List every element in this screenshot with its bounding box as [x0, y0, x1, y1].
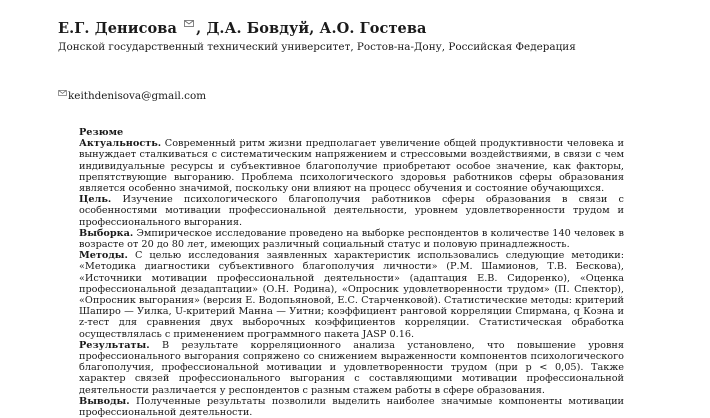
envelope-icon[interactable]: [184, 14, 194, 31]
author-separator: ,: [309, 20, 315, 37]
affiliation: Донской государственный технический университет, Ростов-на-Дону, Российская Федерация: [58, 41, 576, 53]
abstract-results: [79, 340, 624, 396]
relevance-label: Актуальность.: [79, 138, 162, 150]
results-text: В результате корреляционного анализа установлено, что повышение уровня профессионального выгорания сопряжено со снижением выраженности компонентов психологического благополучия, профессиональной мотивации и удовлетворенности трудом (при p < 0,05). Также характер связей профессионального выгорания с составляющими мотивации профессиональной деятельности различается у респондентов с разным стажем работы в сфере образования.: [79, 339, 624, 396]
author-line: [58, 14, 427, 37]
results-label: Результаты.: [79, 339, 150, 351]
methods-label: Методы.: [79, 250, 128, 262]
abstract-heading: Резюме: [79, 127, 124, 138]
previous-page-fragment: [58, 0, 298, 4]
abstract-sample: [79, 228, 624, 250]
conclusions-text: Полученные результаты позволили выделить наиболее значимые компоненты мотивации профессиональной деятельности.: [79, 395, 624, 418]
methods-text: С целью исследования заявленных характеристик использовались следующие методики: «Методика диагностики субъективного благополучия личности» (Р.М. Шамионов, Т.В. Бескова), «Источники мотивации профессиональной деятельности» (адаптация Е.В. Сидоренко), «Оценка профессиональной дезадаптации» (О.Н. Родина), «Опросник удовлетворенности трудом» (П. Спектор), «Опросник выгорания» (версия Е. Водопьяновой, Е.С. Старченковой). Статистические методы: критерий Шапиро — Уилка, U-критерий Манна — Уитни; коэффициент ранговой корреляции Спирмана, q Коэна и z-тест для сравнения двух выборочных коэффициентов корреляции. Статистическая обработка осуществлялась с применением программного пакета JASP 0.16.: [79, 250, 624, 340]
relevance-text: Современный ритм жизни предполагает увеличение общей продуктивности человека и вынуждает сталкиваться с систематическим напряжением и стрессовыми воздействиями, в связи с чем индивидуальные ресурсы и субъективное благополучие приобретают особое значение, как факторы, препятствующие выгоранию. Проблема психологического здоровья работников сферы образования является особенно значимой, поскольку они влияют на процесс обучения и состояние обучающихся.: [79, 138, 624, 195]
author-name: Д.А. Бовдуй: [206, 20, 310, 37]
sample-label: Выборка.: [79, 227, 134, 239]
abstract-conclusions: [79, 396, 624, 418]
abstract-aim: [79, 194, 624, 228]
sample-text: Эмпирическое исследование проведено на выборке респондентов в количестве 140 человек в возрасте от 20 до 80 лет, имеющих различный социальный статус и половую принадлежность.: [79, 227, 624, 251]
author-name: А.О. Гостева: [319, 20, 427, 37]
envelope-icon: [58, 87, 67, 99]
email-line: [58, 87, 206, 102]
abstract-methods: [79, 250, 624, 340]
email-link[interactable]: keithdenisova@gmail.com: [68, 90, 207, 102]
abstract: [79, 127, 624, 418]
author-name: Е.Г. Денисова: [58, 20, 177, 37]
conclusions-label: Выводы.: [79, 395, 130, 407]
aim-label: Цель.: [79, 194, 112, 206]
abstract-relevance: [79, 138, 624, 194]
author-separator: ,: [196, 20, 202, 37]
aim-text: Изучение психологического благополучия работников сферы образования в связи с особенностями мотивации профессиональной деятельности, уровнем удовлетворенности трудом и профессионального выгорания.: [79, 194, 624, 228]
